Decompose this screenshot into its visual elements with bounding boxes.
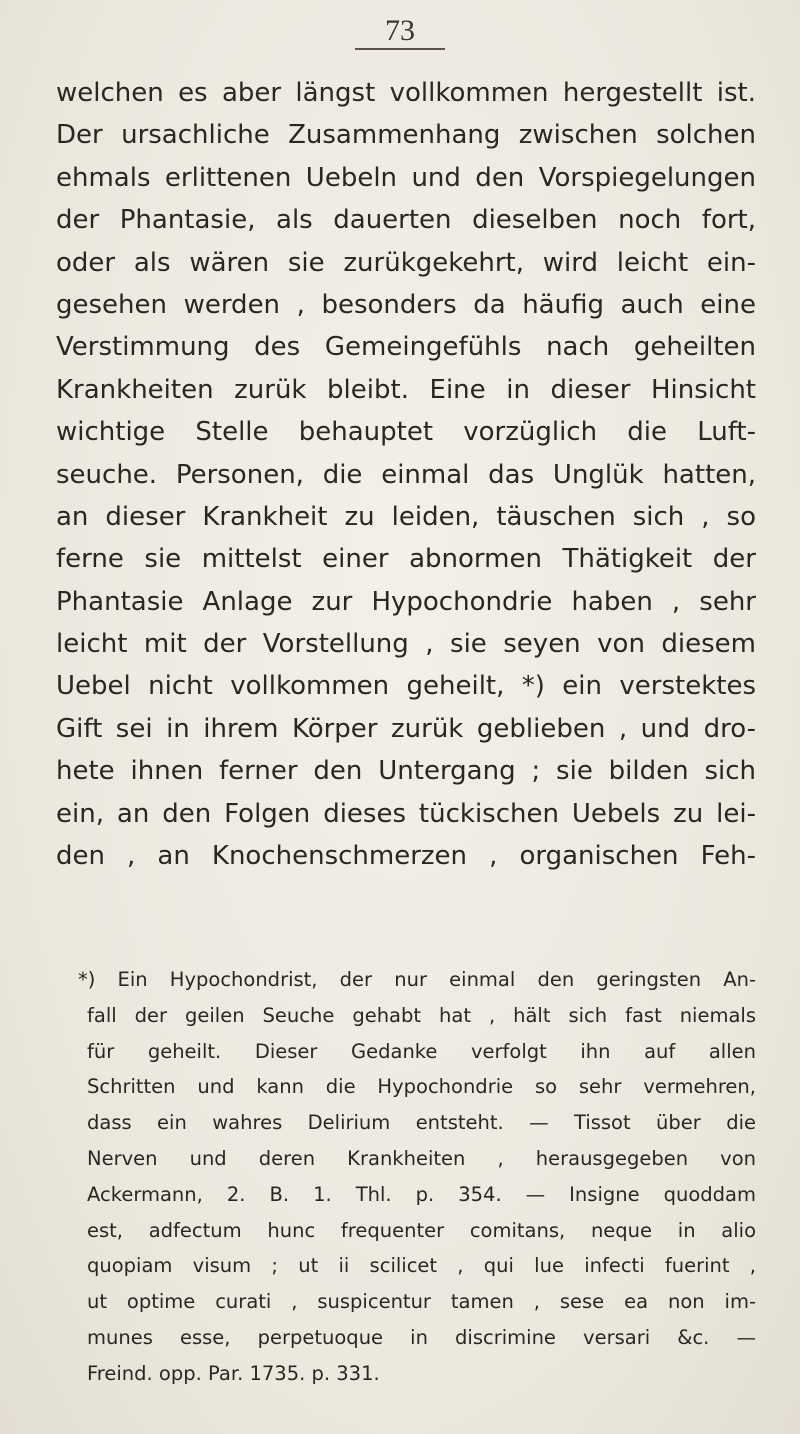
text-line: seuche. Personen, die einmal das Unglük hatten, — [56, 459, 756, 490]
footnote-line: munes esse, perpetuoque in discrimine versari &c. — — [87, 1325, 756, 1349]
text-line: ein, an den Folgen dieses tückischen Uebels zu lei- — [56, 798, 756, 829]
footnote-line: Schritten und kann die Hypochondrie so sehr vermehren, — [87, 1075, 756, 1099]
text-line: oder als wären sie zurükgekehrt, wird leicht ein- — [56, 247, 756, 278]
text-line: wichtige Stelle behauptet vorzüglich die Luft- — [56, 417, 756, 448]
text-line: Krankheiten zurük bleibt. Eine in dieser Hinsicht — [56, 374, 756, 405]
footnote-line: für geheilt. Dieser Gedanke verfolgt ihn auf allen — [87, 1039, 756, 1063]
footnote-line: fall der geilen Seuche gehabt hat , hält sich fast niemals — [87, 1003, 756, 1027]
footnote-line: dass ein wahres Delirium entsteht. — Tissot über die — [87, 1111, 756, 1135]
text-line: Verstimmung des Gemeingefühls nach geheilten — [56, 332, 756, 363]
text-line: Uebel nicht vollkommen geheilt, *) ein verstektes — [56, 671, 756, 702]
footnote-line: Nerven und deren Krankheiten , herausgegeben von — [87, 1146, 756, 1170]
footnote-line: quopiam visum ; ut ii scilicet , qui lue infecti fuerint , — [87, 1254, 756, 1278]
footnote-line: *) Ein Hypochondrist, der nur einmal den geringsten An- — [78, 968, 756, 991]
text-line: Phantasie Anlage zur Hypochondrie haben , sehr — [56, 586, 756, 617]
text-line: der Phantasie, als dauerten dieselben noch fort, — [56, 205, 756, 236]
text-line: hete ihnen ferner den Untergang ; sie bilden sich — [56, 756, 756, 787]
footnote-line: est, adfectum hunc frequenter comitans, neque in alio — [87, 1218, 756, 1242]
text-line: an dieser Krankheit zu leiden, täuschen sich , so — [56, 501, 756, 532]
footnote-line: Freind. opp. Par. 1735. p. 331. — [87, 1361, 380, 1385]
text-line: gesehen werden , besonders da häufig auch eine — [56, 289, 756, 320]
text-line: Der ursachliche Zusammenhang zwischen solchen — [56, 120, 756, 151]
text-line: leicht mit der Vorstellung , sie seyen von diesem — [56, 629, 756, 660]
text-line: ehmals erlittenen Uebeln und den Vorspiegelungen — [56, 162, 756, 193]
text-line: den , an Knochenschmerzen , organischen Feh- — [56, 841, 756, 872]
footnote-line: ut optime curati , suspicentur tamen , sese ea non im- — [87, 1290, 756, 1314]
text-line: ferne sie mittelst einer abnormen Thätigkeit der — [56, 544, 756, 575]
footnote — [56, 962, 756, 1392]
page-number: 73 — [355, 14, 445, 50]
body-text — [56, 72, 756, 877]
text-line: welchen es aber längst vollkommen hergestellt ist. — [56, 78, 756, 108]
text-line: Gift sei in ihrem Körper zurük geblieben , und dro- — [56, 713, 756, 744]
footnote-line: Ackermann, 2. B. 1. Thl. p. 354. — Insigne quoddam — [87, 1182, 756, 1206]
